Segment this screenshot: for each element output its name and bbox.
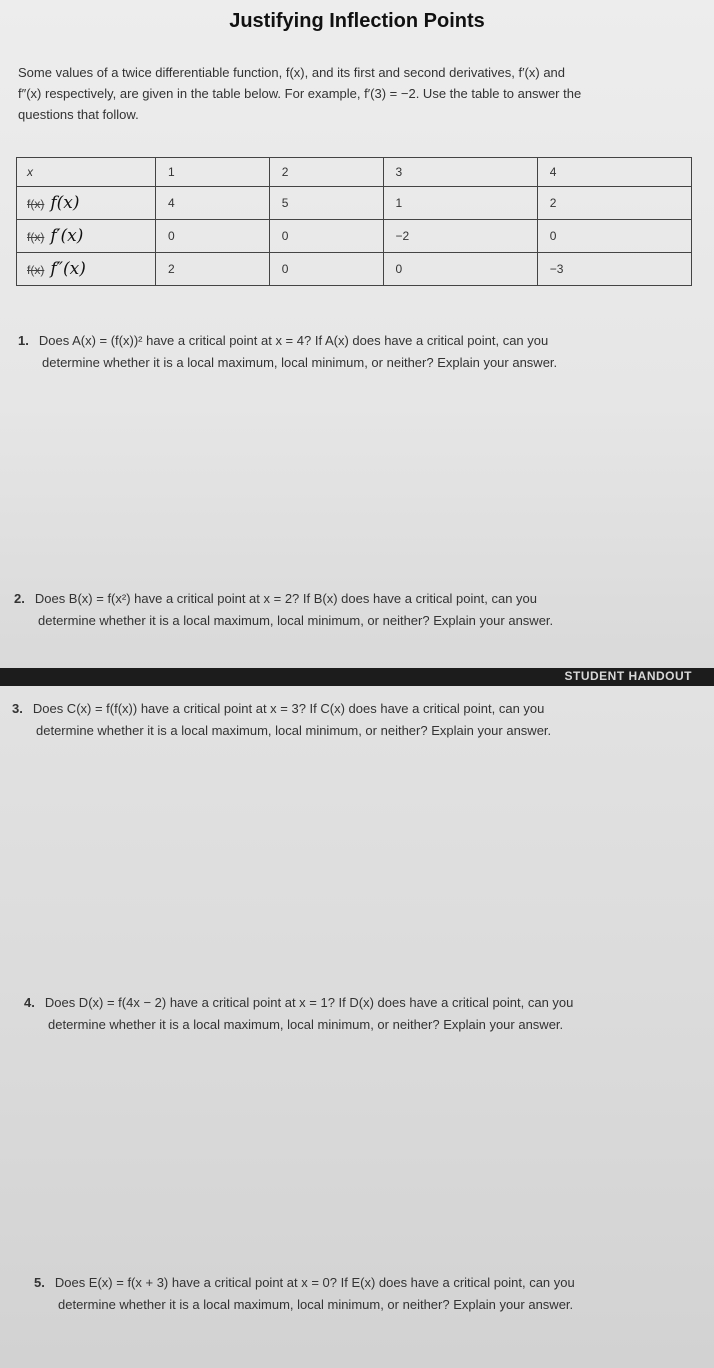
table-row-fprime (17, 220, 692, 253)
intro-line: questions that follow. (18, 107, 139, 122)
row-label-f (17, 187, 156, 220)
crossed-out-label: f(x) (27, 197, 45, 211)
question-5 (34, 1272, 698, 1316)
table-row-f (17, 187, 692, 220)
intro-line: f″(x) respectively, are given in the table below. For example, f′(3) = −2. Use the table to answer the (18, 86, 582, 101)
table-cell: 4 (156, 187, 270, 220)
row-label-fprime (17, 220, 156, 253)
handwritten-label: f″(x) (50, 259, 86, 279)
question-4 (24, 992, 688, 1036)
page-title: Justifying Inflection Points (229, 10, 485, 32)
question-number: 4. (24, 995, 35, 1010)
table-cell: 0 (269, 253, 383, 286)
question-number: 2. (14, 591, 25, 606)
intro-line: Some values of a twice differentiable function, f(x), and its first and second derivatives, f′(x) and (18, 65, 566, 80)
table-cell: 2 (156, 253, 270, 286)
row-label-fdoubleprime (17, 253, 156, 286)
question-number: 3. (12, 701, 23, 716)
x-header: x (17, 158, 156, 187)
intro-paragraph (18, 62, 678, 125)
table-cell: 5 (269, 187, 383, 220)
handwritten-label: f(x) (50, 193, 80, 213)
question-text: Does B(x) = f(x²) have a critical point at x = 2? If B(x) does have a critical point, can you (34, 591, 538, 606)
table-cell: 0 (269, 220, 383, 253)
table-cell: 0 (383, 253, 537, 286)
table-cell: 1 (156, 158, 270, 187)
table-cell: 3 (383, 158, 537, 187)
table-row-fdoubleprime (17, 253, 692, 286)
question-text: determine whether it is a local maximum, local minimum, or neither? Explain your answer. (42, 355, 558, 370)
worksheet-page-1 (0, 0, 714, 670)
handwritten-label: f′(x) (50, 226, 84, 246)
question-text: Does C(x) = f(f(x)) have a critical point at x = 3? If C(x) does have a critical point, can you (32, 701, 545, 716)
question-number: 1. (18, 333, 29, 348)
table-cell: 2 (537, 187, 691, 220)
table-cell: 0 (156, 220, 270, 253)
question-text: determine whether it is a local maximum, local minimum, or neither? Explain your answer. (48, 1017, 564, 1032)
question-text: Does A(x) = (f(x))² have a critical point at x = 4? If A(x) does have a critical point, can you (38, 333, 549, 348)
table-cell: −3 (537, 253, 691, 286)
question-text: Does D(x) = f(4x − 2) have a critical point at x = 1? If D(x) does have a critical point, can you (44, 995, 574, 1010)
values-table (16, 157, 692, 286)
student-handout-label: STUDENT HANDOUT (564, 669, 692, 683)
table-cell: 4 (537, 158, 691, 187)
question-3 (12, 698, 676, 742)
worksheet-page-2 (0, 686, 714, 1368)
question-text: Does E(x) = f(x + 3) have a critical point at x = 0? If E(x) does have a critical point, can you (54, 1275, 575, 1290)
question-text: determine whether it is a local maximum, local minimum, or neither? Explain your answer. (58, 1297, 574, 1312)
page-divider (0, 668, 714, 686)
question-text: determine whether it is a local maximum, local minimum, or neither? Explain your answer. (38, 613, 554, 628)
question-2 (14, 588, 678, 632)
table-cell: −2 (383, 220, 537, 253)
crossed-out-label: f(x) (27, 263, 45, 277)
question-number: 5. (34, 1275, 45, 1290)
table-cell: 1 (383, 187, 537, 220)
question-text: determine whether it is a local maximum, local minimum, or neither? Explain your answer. (36, 723, 552, 738)
table-cell: 2 (269, 158, 383, 187)
table-row-x (17, 158, 692, 187)
crossed-out-label: f(x) (27, 230, 45, 244)
question-1 (18, 330, 678, 374)
table-cell: 0 (537, 220, 691, 253)
